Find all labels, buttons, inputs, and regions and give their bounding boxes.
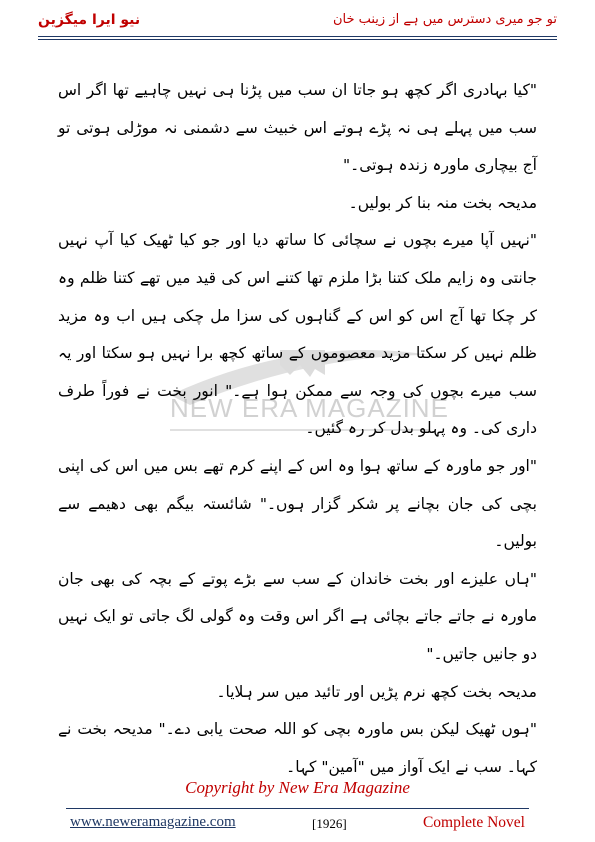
page-footer xyxy=(70,814,525,834)
paragraph: "اور جو ماورہ کے ساتھ ہوا وہ اس کے اپنے کرم تھے بس میں اس کی اپنی بچی کی جان بچانے پر شکر گزار ہوں۔" شائستہ بیگم بھی دھیمے سے بولیں۔ xyxy=(58,456,537,551)
novel-body xyxy=(58,72,537,786)
website-link[interactable]: www.neweramagazine.com xyxy=(70,814,236,830)
magazine-name: نیو ایرا میگزین xyxy=(38,12,141,28)
paragraph: مدیحہ بخت منہ بنا کر بولیں۔ xyxy=(348,193,537,212)
header-divider-thin xyxy=(38,39,557,40)
paragraph: "ہوں ٹھیک لیکن بس ماورہ بچی کو اللہ صحت یابی دے۔" مدیحہ بخت نے کہا۔ سب نے ایک آواز میں "آمین" کہا۔ xyxy=(58,720,537,776)
paragraph: "نہیں آپا میرے بچوں نے سچائی کا ساتھ دیا اور جو کیا ٹھیک کیا آپ نہیں جانتی وہ زایم ملک کتنا بڑا ملزم تھا کتنے اس کی قید میں تھے کتنا ظلم وہ کر چکا تھا آج اس کو اس کے گناہوں کی سزا مل چکی ہیں اب وہ مزید ظلم نہیں کر سکتا مزید معصوموں کے ساتھ کچھ برا نہیں ہو سکتا اور یہ سب میرے بچوں کی وجہ سے ممکن ہوا ہے۔" انور بخت نے فوراً طرف داری کی۔ وہ پہلو بدل کر رہ گئیں۔ xyxy=(58,231,537,438)
novel-type-label: Complete Novel xyxy=(422,814,525,831)
copyright-notice: Copyright by New Era Magazine xyxy=(185,778,410,797)
paragraph: مدیحہ بخت کچھ نرم پڑیں اور تائید میں سر ہلایا۔ xyxy=(216,682,537,701)
page-number: [1926] xyxy=(312,816,347,831)
header-divider xyxy=(38,36,557,37)
paragraph: "کیا بہادری اگر کچھ ہو جاتا ان سب میں پڑنا ہی نہیں چاہیے تھا اگر اس سب میں پہلے ہی نہ پڑے ہوتے اس خبیث سے دشمنی نہ موڑلی ہوتی تو آج بیچاری ماورہ زندہ ہوتی۔" xyxy=(58,81,537,175)
novel-title: تو جو میری دسترس میں ہے از زینب خان xyxy=(332,12,557,27)
footer-divider xyxy=(66,808,529,809)
paragraph: "ہاں علیزے اور بخت خاندان کے سب سے بڑے پوتے کے بچہ کی بھی جان ماورہ نے جاتے جاتے بچائی ہے اگر اس وقت وہ گولی لگ جاتی تو ایک نہیں دو جانیں جاتیں۔" xyxy=(58,569,537,663)
watermark-text: NEW ERA MAGAZINE xyxy=(170,393,449,423)
page-header xyxy=(38,10,557,34)
